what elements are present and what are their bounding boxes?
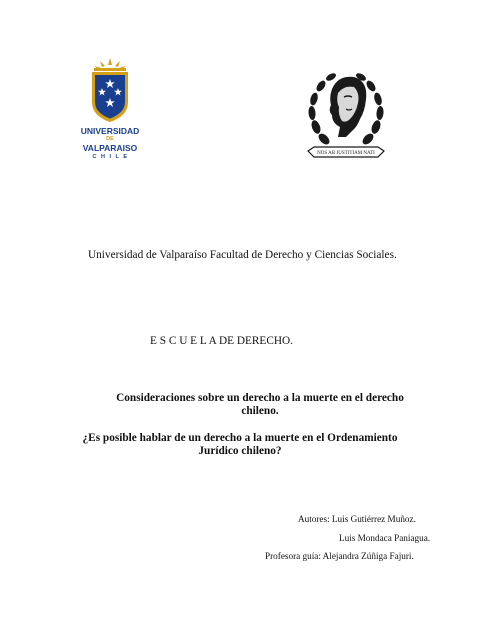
institution-line: Universidad de Valparaíso Facultad de Derecho y Ciencias Sociales. (88, 249, 397, 261)
faculty-seal-logo (302, 67, 390, 165)
author-line-1: Autores: Luis Gutiérrez Muñoz. (298, 514, 416, 524)
thesis-subtitle: ¿Es posible hablar de un derecho a la muerte en el Ordenamiento Jurídico chileno? (82, 432, 398, 457)
author-line-2: Luis Mondaca Paniagua. (339, 533, 431, 543)
seal-motto: NOS AB JUSTITIAM NATI (317, 151, 375, 157)
logo-text-universidad: UNIVERSIDAD (80, 126, 140, 136)
advisor-line: Profesora guía: Alejandra Zúñiga Fajuri. (265, 551, 414, 561)
thesis-title: Consideraciones sobre un derecho a la muerte en el derecho chileno. (116, 392, 404, 417)
school-line: E S C U E L A DE DERECHO. (150, 335, 293, 347)
classical-head-icon (330, 77, 367, 137)
logo-text-valparaiso: VALPARAISO (82, 143, 138, 153)
logo-text-de: DE (106, 136, 114, 142)
university-crest-icon (88, 58, 132, 124)
universidad-valparaiso-logo (76, 58, 144, 168)
logo-text-chile: CHILE (92, 154, 132, 160)
